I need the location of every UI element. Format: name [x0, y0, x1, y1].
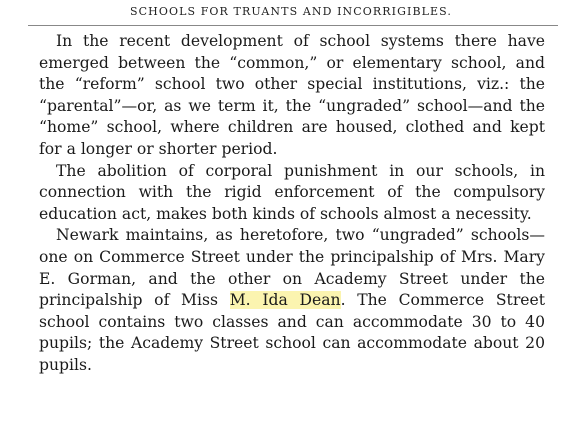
paragraph-3-text-before: Newark maintains, as heretofore, two “ungraded” schools—one on Commerce Street under the principalship of Mrs. Mary E. Gorman, and the other on Academy Street under the principalship of Miss [39, 226, 545, 310]
paragraph-3 [39, 225, 545, 376]
body-text [39, 31, 545, 377]
paragraph-3-text-after: . The Commerce Street school contains two classes and can accommodate 30 to 40 pupils; the Academy Street school can accommodate about 20 pupils. [39, 291, 545, 374]
running-head-text: SCHOOLS FOR TRUANTS AND INCORRIGIBLES. [129, 5, 453, 18]
header-rule [28, 25, 558, 26]
running-head [0, 5, 582, 18]
paragraph-2: The abolition of corporal punishment in our schools, in connection with the rigid enforcement of the compulsory education act, makes both kinds of schools almost a necessity. [39, 161, 545, 223]
paragraph-1: In the recent development of school systems there have emerged between the “common,” or elementary school, and the “reform” school two other special institutions, viz.: the “parental”—or, as we term it, the “ungraded” school—and the “home” school, where children are housed, clothed and kept for a longer or shorter period. [39, 32, 545, 158]
highlighted-name: M. Ida Dean [229, 291, 341, 310]
